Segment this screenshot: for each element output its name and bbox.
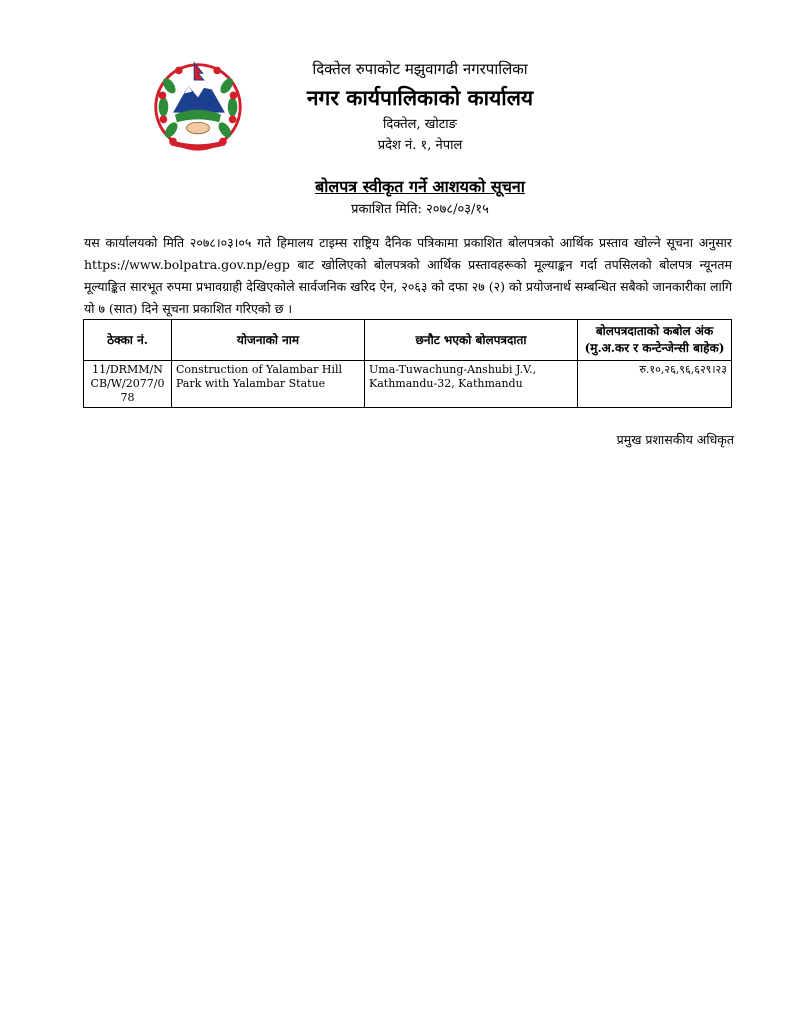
header-bid-amount (578, 320, 732, 361)
published-date-value: २०७८/०३/१५ (426, 202, 489, 217)
header-contract-no: ठेक्का नं. (84, 320, 172, 361)
award-table (83, 319, 732, 408)
notice-title: बोलपत्र स्वीकृत गर्ने आशयको सूचना (315, 177, 525, 196)
published-date (220, 200, 620, 220)
notice-body: यस कार्यालयको मिति २०७८।०३।०५ गते हिमालय टाइम्स राष्ट्रिय दैनिक पत्रिकामा प्रकाशित बोलपत्रको आर्थिक प्रस्ताव खोल्ने सूचना अनुसार https://www.bolpatra.gov.np/egp बाट खोलिएको बोलपत्रको आर्थिक प्रस्तावहरूको मूल्याङ्कन गर्दा तपसिलको बोलपत्र न्यूनतम मूल्याङ्कित सारभूत रुपमा प्रभावग्राही देखिएकोले सार्वजनिक खरिद ऐन, २०६३ को दफा २७ (२) को प्रयोजनार्थ सम्बन्धित सबैको जानकारीका लागि यो ७ (सात) दिने सूचना प्रकाशित गरिएको छ । (84, 235, 732, 316)
cell-bid-amount: रु.१०,२६,९६,६२९।२३ (578, 361, 732, 408)
header-bid-amount-line2: (मु.अ.कर र कन्टेन्जेन्सी बाहेक) (584, 341, 725, 355)
address-line-1: दिक्तेल, खोटाङ (383, 117, 457, 132)
cell-project-name: Construction of Yalambar Hill Park with Yalambar Statue (172, 361, 365, 408)
signature-title: प्रमुख प्रशासकीय अधिकृत (616, 432, 734, 447)
header-bid-amount-line1: बोलपत्रदाताको कबोल अंक (595, 324, 714, 338)
cell-selected-bidder: Uma-Tuwachung-Anshubi J.V., Kathmandu-32, Kathmandu (365, 361, 578, 408)
cell-contract-no: 11/DRMM/NCB/W/2077/078 (84, 361, 172, 408)
header-selected-bidder: छनौट भएको बोलपत्रदाता (365, 320, 578, 361)
published-label: प्रकाशित मिति: (351, 202, 422, 217)
header-project-name: योजनाको नाम (172, 320, 365, 361)
office-name: नगर कार्यपालिकाको कार्यालय (306, 85, 534, 110)
table-header-row (84, 320, 732, 361)
municipality-name: दिक्तेल रुपाकोट मझुवागढी नगरपालिका (312, 60, 528, 78)
address-line-2: प्रदेश नं. १, नेपाल (377, 138, 463, 153)
table-row (84, 361, 732, 408)
letterhead (220, 58, 620, 156)
